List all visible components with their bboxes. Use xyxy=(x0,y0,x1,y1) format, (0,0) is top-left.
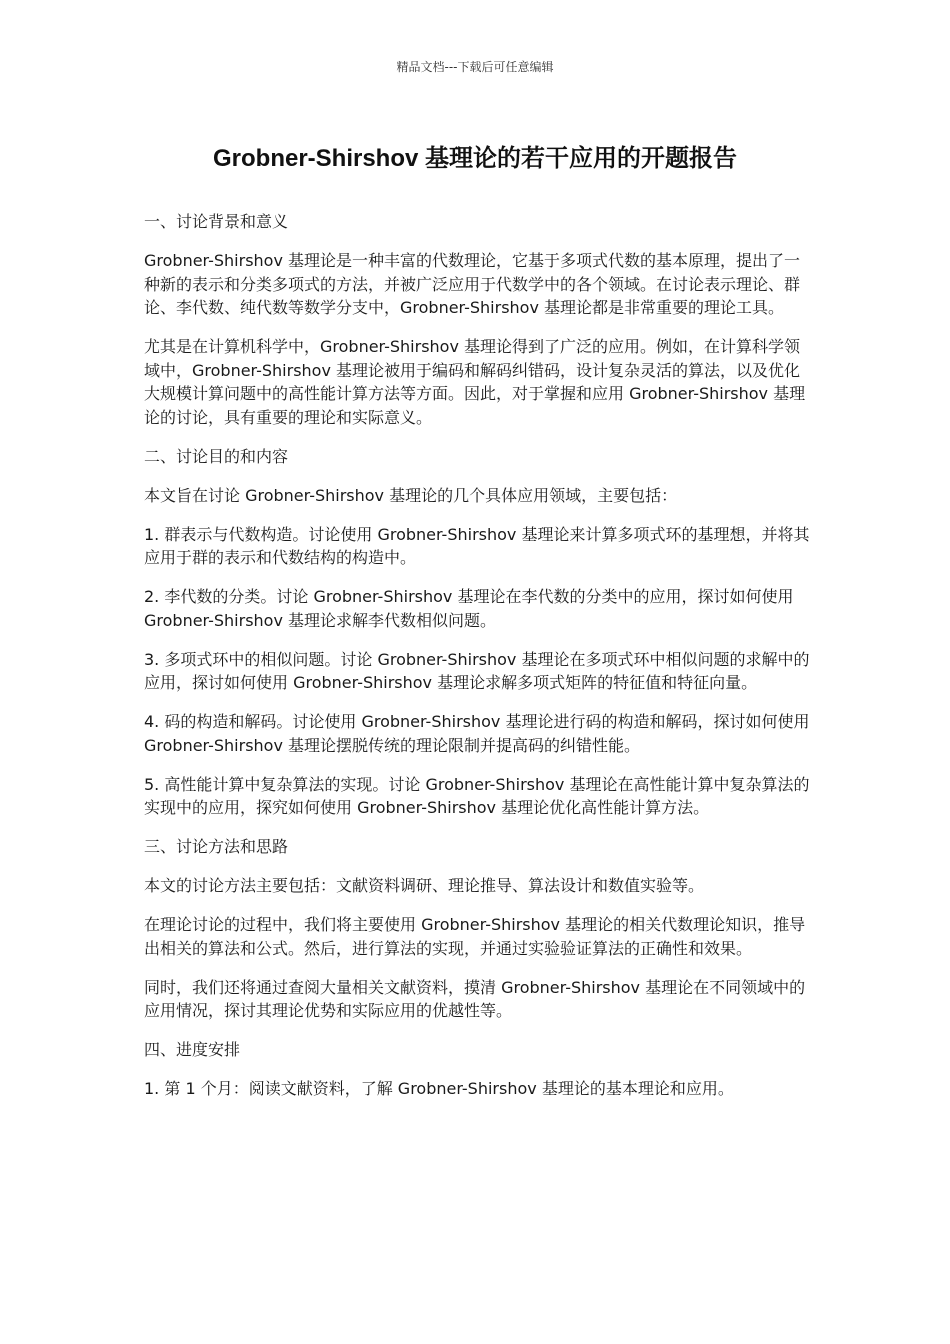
document-body xyxy=(144,210,814,1116)
page-header-watermark: 精品文档---下载后可任意编辑 xyxy=(396,60,554,74)
paragraph: 同时，我们还将通过查阅大量相关文献资料，摸清 Grobner-Shirshov 基理论在不同领域中的应用情况，探讨其理论优势和实际应用的优越性等。 xyxy=(144,977,806,1020)
list-item: 5. 高性能计算中复杂算法的实现。讨论 Grobner-Shirshov 基理论在高性能计算中复杂算法的实现中的应用，探究如何使用 Grobner-Shirshov 基理论优化高性能计算方法。 xyxy=(144,774,810,817)
paragraph: 在理论讨论的过程中，我们将主要使用 Grobner-Shirshov 基理论的相关代数理论知识，推导出相关的算法和公式。然后，进行算法的实现，并通过实验验证算法的正确性和效果。 xyxy=(144,915,806,958)
document-title: Grobner-Shirshov 基理论的若干应用的开题报告 xyxy=(212,145,738,172)
section-heading-methods: 三、讨论方法和思路 xyxy=(144,837,289,856)
section-heading-background: 一、讨论背景和意义 xyxy=(144,212,289,231)
paragraph: Grobner-Shirshov 基理论是一种丰富的代数理论，它基于多项式代数的基本原理，提出了一种新的表示和分类多项式的方法，并被广泛应用于代数学中的各个领域。在讨论表示理论、群论、李代数、纯代数等数学分支中，Grobner-Shirshov 基理论都是非常重要的理论工具。 xyxy=(144,251,801,317)
list-item: 1. 第 1 个月：阅读文献资料，了解 Grobner-Shirshov 基理论的基本理论和应用。 xyxy=(144,1079,734,1098)
section-heading-purpose: 二、讨论目的和内容 xyxy=(144,446,289,466)
list-item: 1. 群表示与代数构造。讨论使用 Grobner-Shirshov 基理论来计算多项式环的基理想，并将其应用于群的表示和代数结构的构造中。 xyxy=(144,524,810,567)
paragraph: 尤其是在计算机科学中，Grobner-Shirshov 基理论得到了广泛的应用。例如，在计算科学领域中，Grobner-Shirshov 基理论被用于编码和解码纠错码，设计复杂灵活的算法，以及优化大规模计算问题中的高性能计算方法等方面。因此，对于掌握和应用 Grobner-Shirshov 基理论的讨论，具有重要的理论和实际意义。 xyxy=(144,337,806,427)
list-item: 2. 李代数的分类。讨论 Grobner-Shirshov 基理论在李代数的分类中的应用，探讨如何使用 Grobner-Shirshov 基理论求解李代数相似问题。 xyxy=(144,587,794,630)
paragraph: 本文的讨论方法主要包括：文献资料调研、理论推导、算法设计和数值实验等。 xyxy=(144,876,705,895)
list-item: 3. 多项式环中的相似问题。讨论 Grobner-Shirshov 基理论在多项式环中相似问题的求解中的应用，探讨如何使用 Grobner-Shirshov 基理论求解多项式矩阵的特征值和特征向量。 xyxy=(144,649,810,692)
paragraph: 本文旨在讨论 Grobner-Shirshov 基理论的几个具体应用领域，主要包括： xyxy=(144,485,678,505)
section-heading-schedule: 四、进度安排 xyxy=(144,1040,241,1059)
list-item: 4. 码的构造和解码。讨论使用 Grobner-Shirshov 基理论进行码的构造和解码，探讨如何使用 Grobner-Shirshov 基理论摆脱传统的理论限制并提高码的纠错性能。 xyxy=(144,712,810,755)
